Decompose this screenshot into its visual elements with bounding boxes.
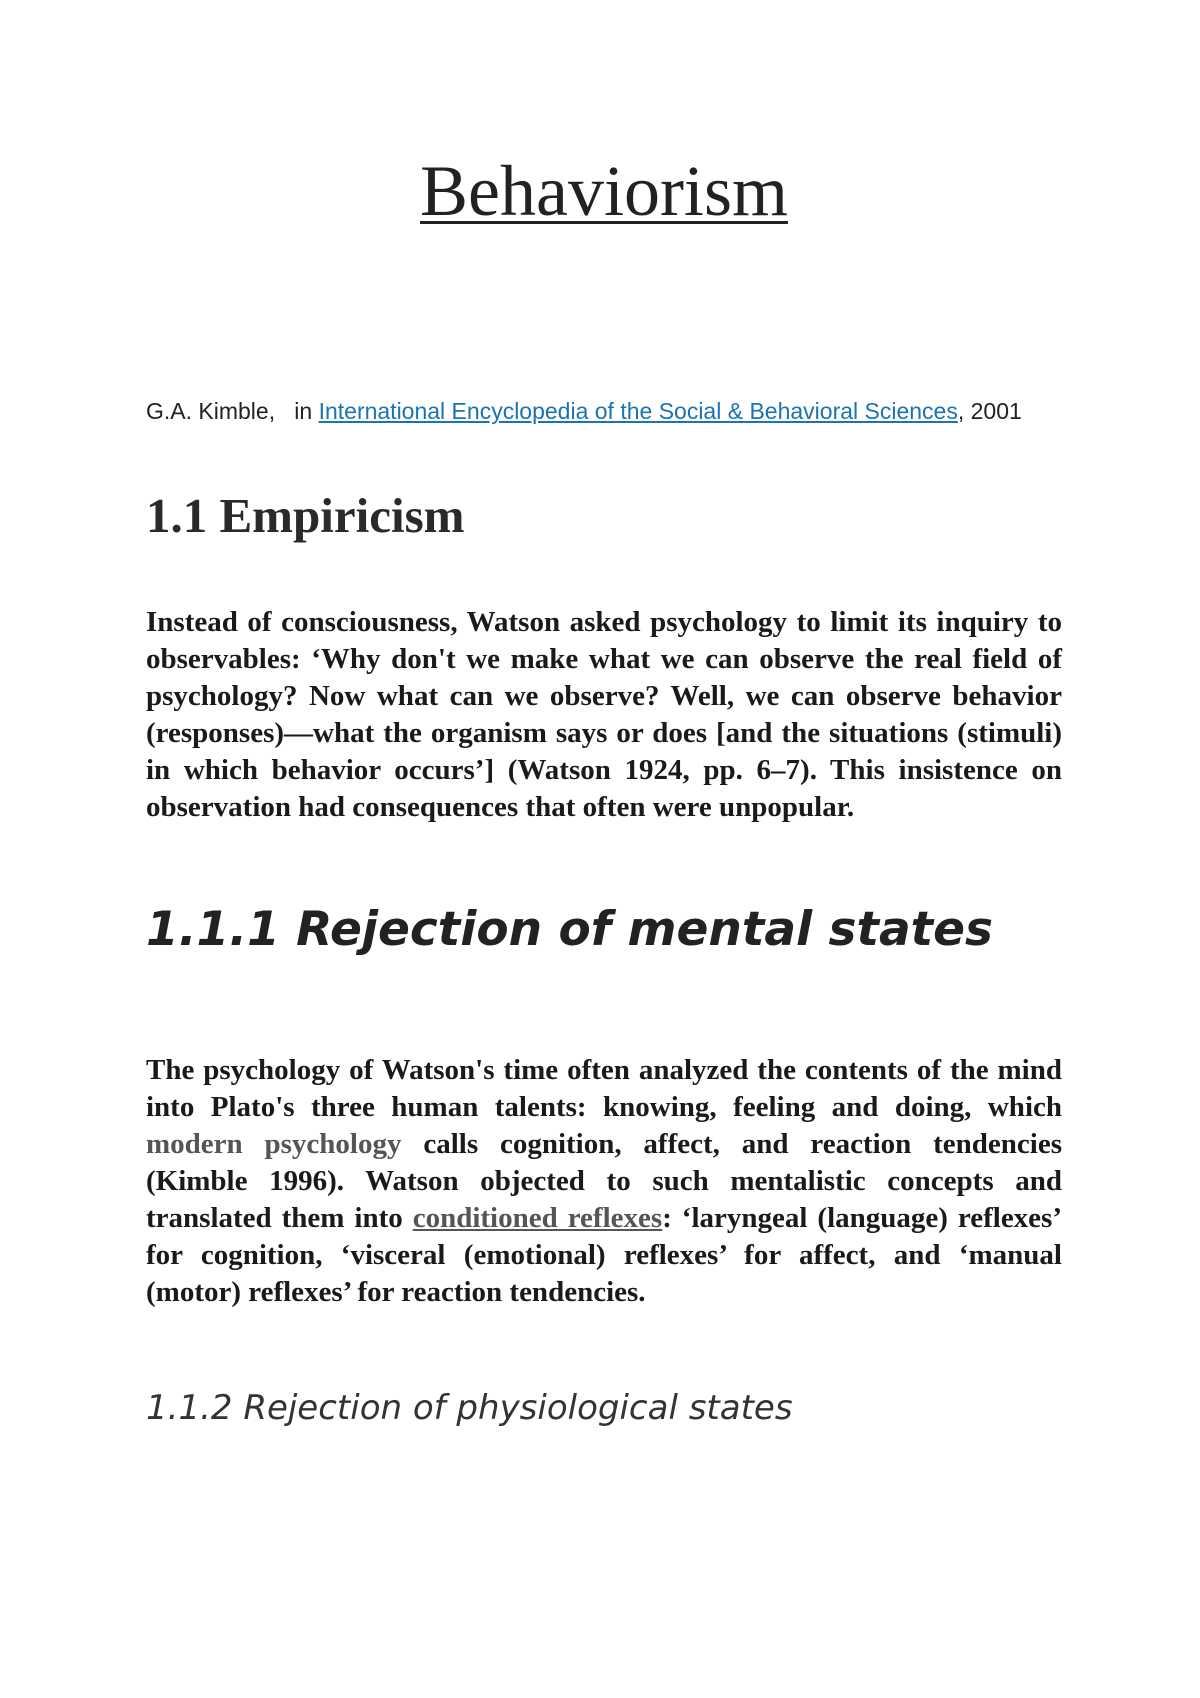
citation-line (146, 397, 1062, 425)
heading-rejection-physiological-states: 1.1.2 Rejection of physiological states (146, 1388, 793, 1428)
document-title: Behaviorism (420, 151, 788, 231)
citation-year: , 2001 (957, 398, 1022, 424)
paragraph-mental-states (146, 1052, 1062, 1311)
paragraph-empiricism: Instead of consciousness, Watson asked psychology to limit its inquiry to observables: ‘Why don't we make what we can observe the real field of psychology? Now what can we observe? Well, we can observe behavior (responses)—what the organism says or does [and the situations (stimuli) in which behavior occurs’] (Watson 1924, pp. 6–7). This insistence on observation had consequences that often were unpopular. (146, 606, 1062, 823)
source-link[interactable]: International Encyclopedia of the Social & Behavioral Sciences (318, 398, 958, 424)
paragraph-text-part3: : ‘laryngeal (language) reflexes’ for cognition, ‘visceral (emotional) reflexes’ for affect, and ‘manual (motor) reflexes’ for reaction tendencies. (146, 1202, 1063, 1308)
paragraph-text-part1: The psychology of Watson's time often analyzed the contents of the mind into Plato's three human talents: knowing, feeling and doing, which (146, 1054, 1062, 1123)
modern-psychology-link[interactable]: modern psychology (146, 1128, 402, 1160)
paragraph-text-part2: calls cognition, affect, and reaction tendencies (Kimble 1996). Watson objected to such mentalistic concepts and translated them into (146, 1128, 1062, 1234)
citation-author: G.A. Kimble, (146, 398, 276, 424)
heading-rejection-mental-states: 1.1.1 Rejection of mental states (146, 902, 993, 957)
heading-empiricism: 1.1 Empiricism (146, 488, 465, 543)
conditioned-reflexes-link[interactable]: conditioned reflexes (412, 1202, 663, 1234)
citation-in: in (294, 398, 313, 424)
